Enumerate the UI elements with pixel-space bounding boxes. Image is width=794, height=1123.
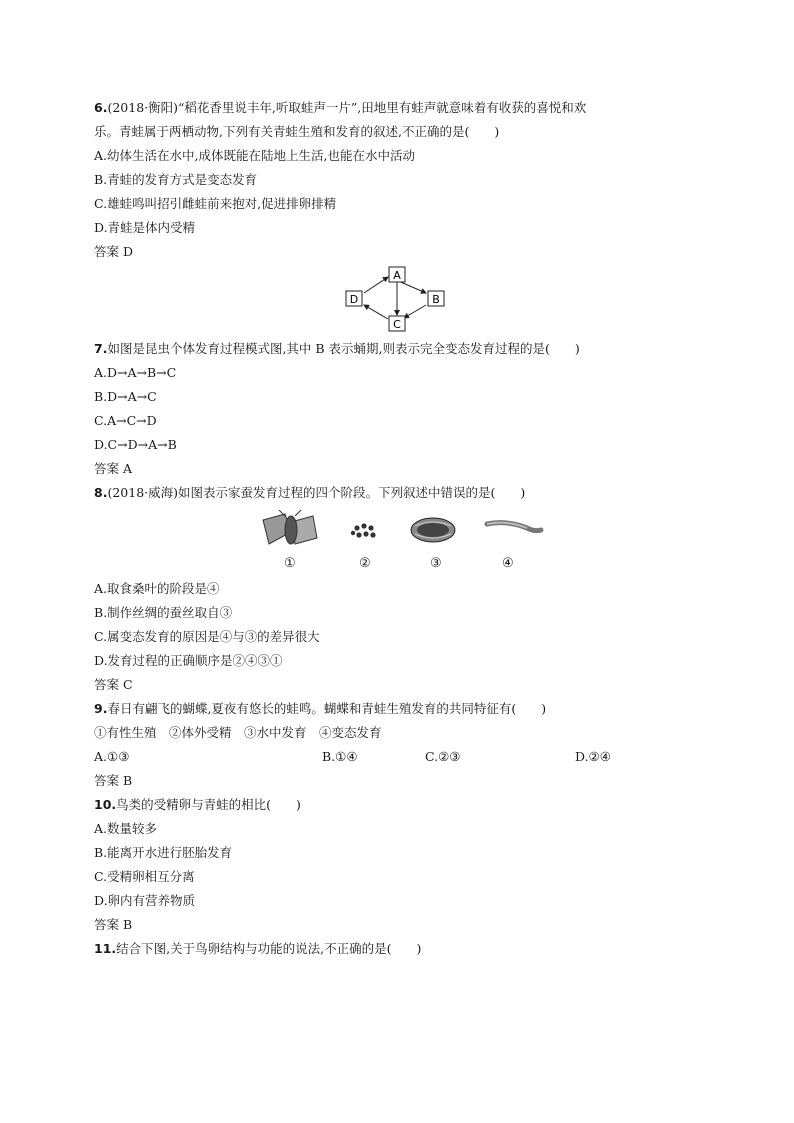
q10-option-a: A.数量较多 bbox=[94, 821, 158, 836]
silkworm-stages-figure bbox=[255, 510, 545, 552]
stage-label-4: ④ bbox=[502, 556, 514, 571]
q10-option-d: D.卵内有营养物质 bbox=[94, 893, 196, 908]
q9-option-a: A.①③ bbox=[94, 749, 130, 764]
q10-stem: 10.鸟类的受精卵与青蛙的相比( ) bbox=[94, 797, 301, 812]
q9-items: ①有性生殖 ②体外受精 ③水中发育 ④变态发育 bbox=[94, 725, 382, 740]
svg-text:D: D bbox=[349, 293, 359, 306]
arrow-b-to-c bbox=[404, 305, 426, 318]
q6-option-d: D.青蛙是体内受精 bbox=[94, 220, 196, 235]
q6-option-a: A.幼体生活在水中,成体既能在陆地上生活,也能在水中活动 bbox=[94, 148, 415, 163]
silkworm-larva-image bbox=[487, 523, 541, 531]
q8-option-d: D.发育过程的正确顺序是②④③① bbox=[94, 653, 283, 668]
q11-number: 11. bbox=[94, 941, 117, 956]
q6-option-c: C.雄蛙鸣叫招引雌蛙前来抱对,促进排卵排精 bbox=[94, 196, 337, 211]
stage-label-1: ① bbox=[284, 556, 296, 571]
q9-option-c: C.②③ bbox=[425, 749, 461, 764]
q10-number: 10. bbox=[94, 797, 117, 812]
q8-option-a: A.取食桑叶的阶段是④ bbox=[94, 581, 220, 596]
q6-answer: 答案 D bbox=[94, 244, 133, 259]
q9-option-d: D.②④ bbox=[575, 749, 611, 764]
insect-development-diagram bbox=[340, 265, 455, 333]
q9-answer: 答案 B bbox=[94, 773, 133, 788]
q10-answer: 答案 B bbox=[94, 917, 133, 932]
q6-stem-line1: 6.(2018·衡阳)“稻花香里说丰年,听取蛙声一片”,田地里有蛙声就意味着有收获的喜悦和欢 bbox=[94, 100, 587, 115]
q7-option-a: A.D→A→B→C bbox=[94, 365, 177, 380]
q9-number: 9. bbox=[94, 701, 108, 716]
q9-options bbox=[94, 748, 694, 766]
q7-stem: 7.如图是昆虫个体发育过程模式图,其中 B 表示蛹期,则表示完全变态发育过程的是( ) bbox=[94, 341, 580, 356]
q7-option-b: B.D→A→C bbox=[94, 389, 157, 404]
q8-option-b: B.制作丝绸的蚕丝取自③ bbox=[94, 605, 233, 620]
q6-number: 6. bbox=[94, 100, 108, 115]
q6-option-b: B.青蛙的发育方式是变态发育 bbox=[94, 172, 258, 187]
q7-number: 7. bbox=[94, 341, 108, 356]
svg-text:A: A bbox=[393, 269, 401, 282]
q10-option-b: B.能离开水进行胚胎发育 bbox=[94, 845, 233, 860]
silk-moth-image bbox=[263, 510, 317, 544]
svg-text:C: C bbox=[393, 318, 401, 331]
q7-option-c: C.A→C→D bbox=[94, 413, 157, 428]
q6-stem-line2: 乐。青蛙属于两栖动物,下列有关青蛙生殖和发育的叙述,不正确的是( ) bbox=[94, 124, 500, 139]
arrow-c-to-d bbox=[364, 305, 388, 319]
q7-answer: 答案 A bbox=[94, 461, 133, 476]
diagram-node-d bbox=[346, 291, 362, 306]
arrow-d-to-a bbox=[364, 277, 388, 293]
diagram-arrows bbox=[364, 277, 426, 319]
q8-option-c: C.属变态发育的原因是④与③的差异很大 bbox=[94, 629, 320, 644]
stage-label-3: ③ bbox=[430, 556, 442, 571]
diagram-node-b bbox=[428, 291, 444, 306]
silkworm-cocoon-image bbox=[411, 518, 455, 542]
q7-option-d: D.C→D→A→B bbox=[94, 437, 177, 452]
silkworm-eggs-image bbox=[351, 523, 376, 537]
diagram-node-a bbox=[389, 267, 405, 282]
q8-answer: 答案 C bbox=[94, 677, 133, 692]
stage-label-2: ② bbox=[359, 556, 371, 571]
q10-option-c: C.受精卵相互分离 bbox=[94, 869, 195, 884]
diagram-node-c bbox=[389, 316, 405, 331]
q8-number: 8. bbox=[94, 485, 108, 500]
q9-option-b: B.①④ bbox=[322, 749, 358, 764]
q9-stem: 9.春日有翩飞的蝴蝶,夏夜有悠长的蛙鸣。蝴蝶和青蛙生殖发育的共同特征有( ) bbox=[94, 701, 547, 716]
q8-stem: 8.(2018·威海)如图表示家蚕发育过程的四个阶段。下列叙述中错误的是( ) bbox=[94, 485, 526, 500]
svg-text:B: B bbox=[432, 293, 440, 306]
q11-stem: 11.结合下图,关于鸟卵结构与功能的说法,不正确的是( ) bbox=[94, 941, 422, 956]
